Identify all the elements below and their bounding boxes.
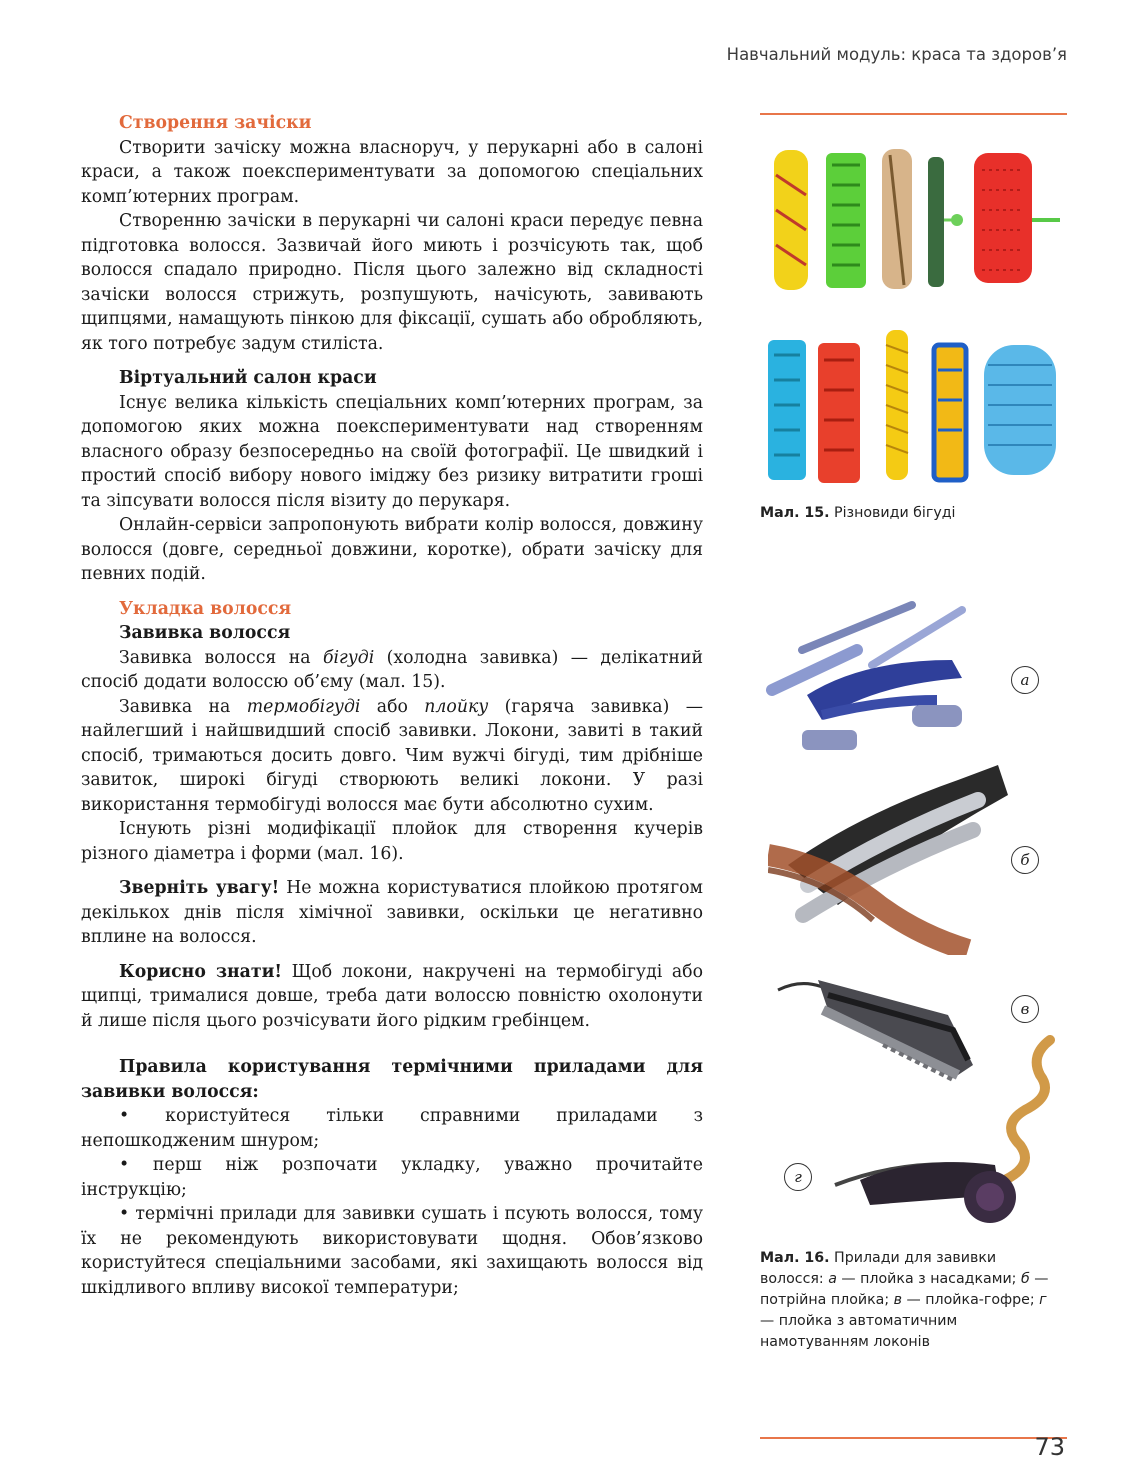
paragraph: Існує велика кількість спеціальних комп’ютерних програм, за допомогою яких можна поекспериментувати над створенням власного образу безпосередньо на своїй фотографії. Це швидкий і простий спосіб вибору нового іміджу без ризику витратити гроші та зіпсувати волосся після візиту до перукаря. [81,392,703,511]
term-bigudi: бігуді [322,647,375,668]
rules-title: Правила користування термічними приладами для завивки волосся: [81,1057,703,1102]
running-header: Навчальний модуль: краса та здоров’я [726,45,1067,64]
figure-triple-curling-iron-image [768,755,1028,955]
paragraph: Завивка волосся на бігуді (холодна завивка) — делікатний спосіб додати волоссю об’єму (мал. 15). [81,647,703,692]
subsection-title-curling: Завивка волосся [119,623,291,643]
paragraph: Онлайн-сервіси запропонують вибрати колір волосся, довжину волосся (довге, середньої довжини, коротке), обрати зачіску для певних подій. [81,515,703,584]
figure-auto-curler-image [820,1035,1065,1240]
term-thermobigudi: термобігуді [246,696,361,717]
label-a: а [1011,666,1039,694]
rule-item: • перш ніж розпочати укладку, уважно прочитайте інструкцію; [81,1155,703,1200]
figure-curling-iron-attachments-image [762,590,992,755]
note-attention: Зверніть увагу! Не можна користуватися плойкою протягом декількох днів після хімічної завивки, оскільки це негативно вплине на волосся. [81,878,703,947]
paragraph: Завивка на термобігуді або плойку (гаряча завивка) — найлегший і найшвидший спосіб завивки. Локони, завиті в такий спосіб, тримаються досить довго. Чим вужчі бігуді, тим дрібніше завиток, широкі бігуді створюють великі локони. У разі використання термобігуді волосся має бути абсолютно сухим. [81,696,703,815]
term-ploika: плойку [424,696,489,717]
main-text-column [81,111,703,1300]
top-rule [760,113,1067,115]
page-number: 73 [1034,1433,1065,1461]
paragraph: Існують різні модифікації плойок для створення кучерів різного діаметра і форми (мал. 16). [81,819,703,864]
rule-item: • термічні прилади для завивки сушать і псують волосся, тому їх не рекомендують використовувати щодня. Обов’язково користуйтеся спеціальними засобами, які захищають волосся від шкідливого впливу високої температури; [81,1204,703,1298]
figure-16-caption: Мал. 16. Прилади для завивки волосся: а — плойка з насадками; б — потрійна плойка; в — плойка-гофре; г — плойка з автоматичним намотуванням локонів [760,1250,1049,1350]
label-v: в [1011,995,1039,1023]
bottom-rule [760,1437,1067,1439]
note-useful: Корисно знати! Щоб локони, накручені на термобігуді або щипці, трималися довше, треба дати волоссю повністю охолонути й лише після цього розчісувати його рідким гребінцем. [81,961,703,1031]
figure-curlers-image [762,135,1067,490]
paragraph: Створенню зачіски в перукарні чи салоні краси передує певна підготовка волосся. Зазвичай його миють і розчісують так, щоб волосся спадало природно. Після цього залежно від складності зачіски волосся стрижуть, розпушують, начісують, завивають щипцями, намащують пінкою для фіксації, сушать або обробляють, як того потребує задум стиліста. [81,211,703,354]
section-title-styling: Укладка волосся [119,598,292,619]
label-b: б [1011,846,1039,874]
figure-15-caption: Мал. 15. Різновиди бігуді [760,505,956,521]
label-g: г [784,1163,812,1191]
subsection-title-virtual-salon: Віртуальний салон краси [119,368,377,388]
section-title-hairstyle: Створення зачіски [119,113,312,133]
paragraph: Створити зачіску можна власноруч, у перукарні або в салоні краси, а також поекспериментувати за допомогою спеціальних комп’ютерних програм. [81,137,703,207]
rule-item: • користуйтеся тільки справними приладами з непошкодженим шнуром; [81,1106,703,1151]
